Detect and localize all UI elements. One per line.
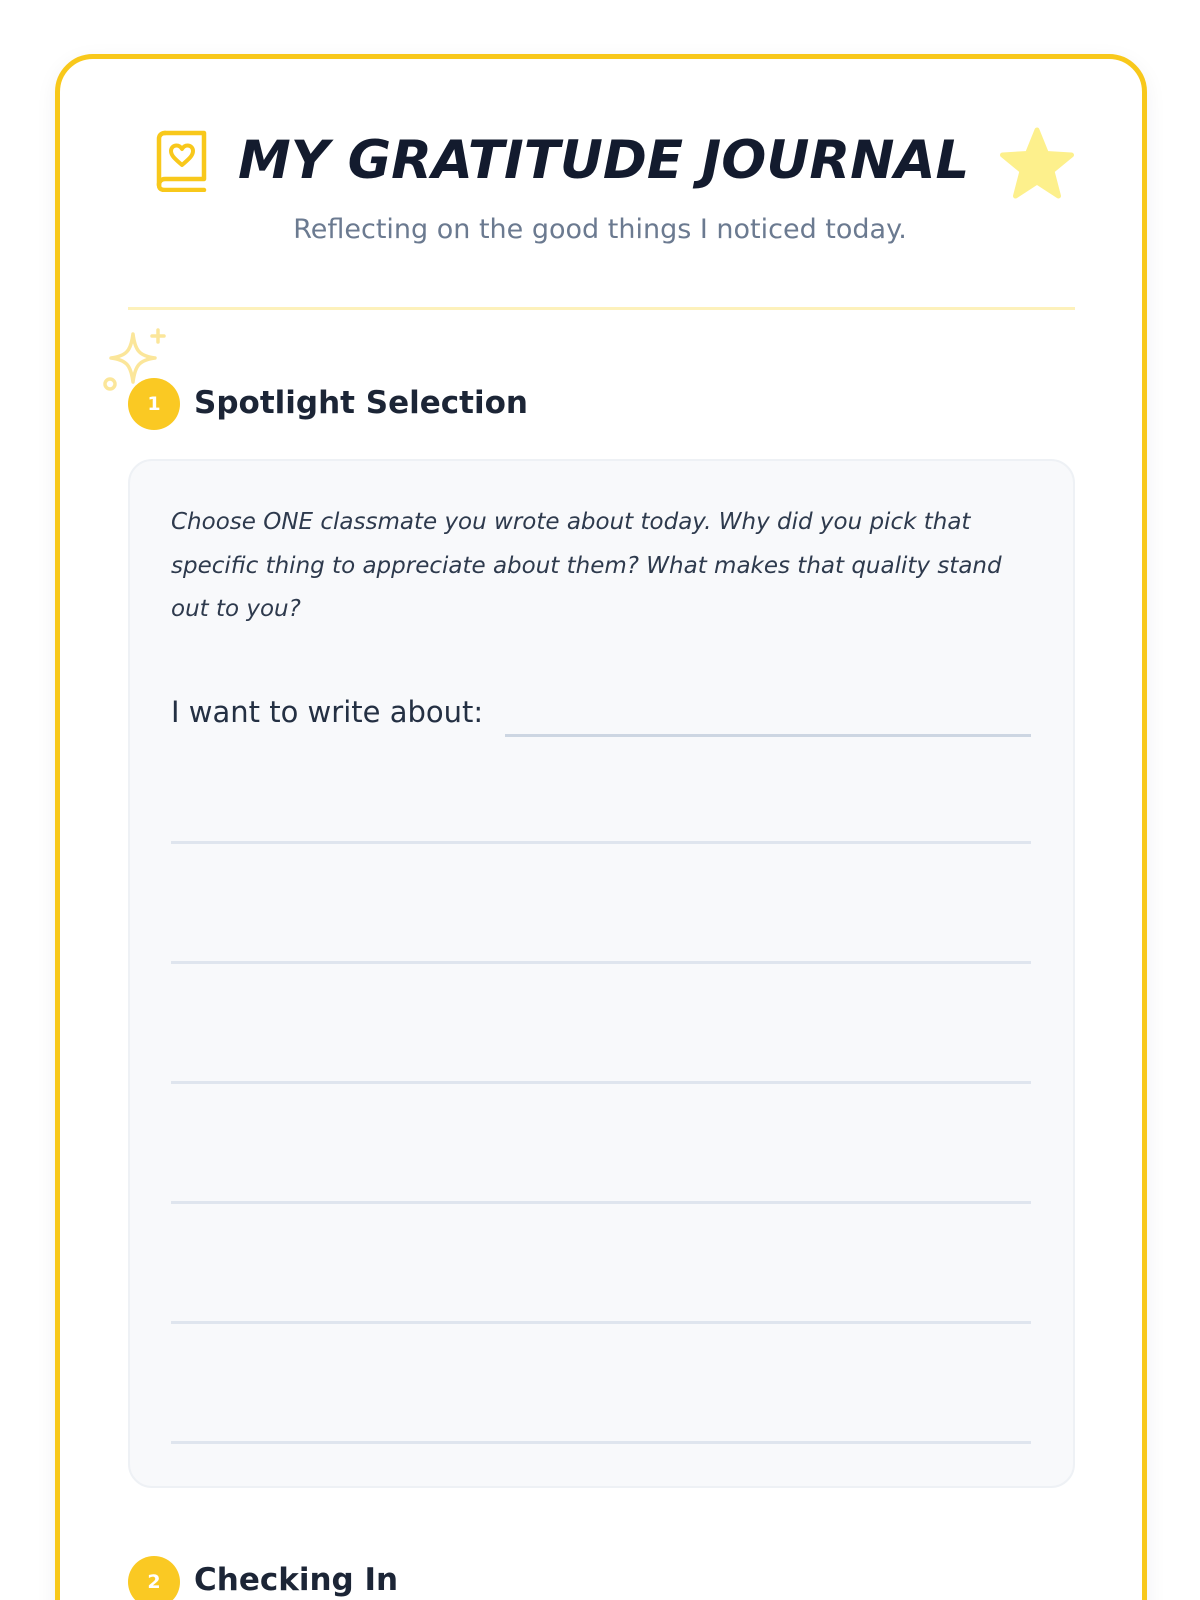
write-about-label: I want to write about:: [171, 695, 484, 729]
writing-line[interactable]: [171, 1441, 1031, 1444]
page-subtitle: Reflecting on the good things I noticed today.: [293, 214, 907, 245]
writing-line[interactable]: [171, 1321, 1031, 1324]
writing-line[interactable]: [171, 961, 1031, 964]
section-prompt: Choose ONE classmate you wrote about today. Why did you pick that specific thing to appreciate about them? What makes that quality stand out to you?: [171, 509, 1002, 622]
page-title: MY GRATITUDE JOURNAL: [238, 130, 970, 191]
star-icon: [998, 127, 1076, 205]
book-heart-icon: [155, 130, 209, 192]
section-number-badge: 1: [128, 378, 180, 430]
writing-line[interactable]: [171, 1081, 1031, 1084]
section-title-spotlight-selection: Spotlight Selection: [194, 385, 528, 421]
writing-line[interactable]: [171, 1201, 1031, 1204]
section-number-badge: 2: [128, 1556, 180, 1600]
section-title-checking-in: Checking In: [194, 1562, 399, 1598]
write-about-input-line[interactable]: [505, 734, 1031, 737]
writing-line[interactable]: [171, 841, 1031, 844]
header-divider: [128, 307, 1075, 310]
